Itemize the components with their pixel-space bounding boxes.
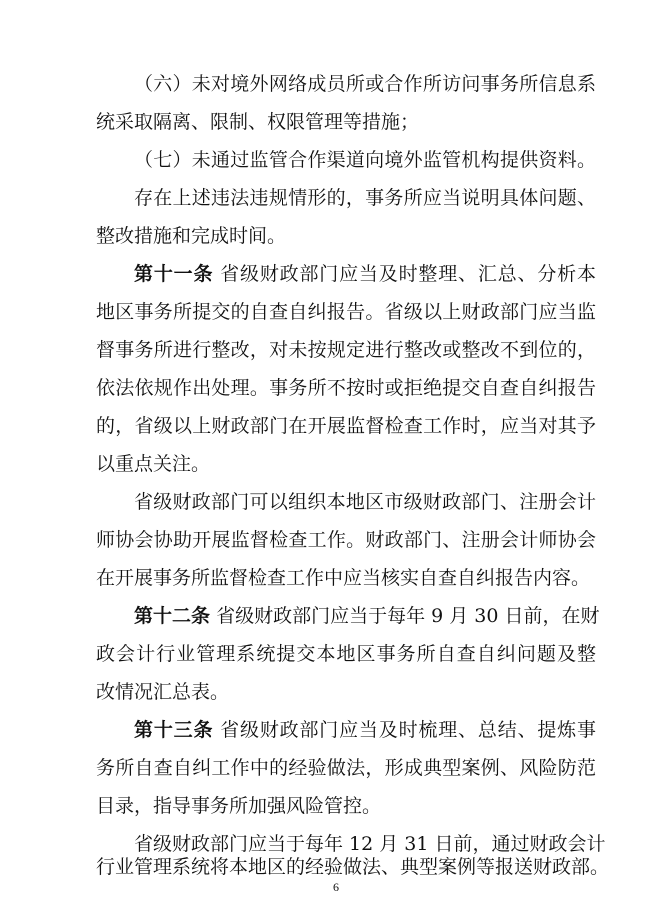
paragraph-line (96, 756, 596, 780)
paragraph-line (96, 680, 596, 704)
line-text: 省级财政部门应当于每年 12 月 31 日前，通过财政会计 (134, 833, 606, 855)
paragraph-line (134, 148, 596, 172)
paragraph-line (96, 376, 596, 400)
line-text: 存在上述违法违规情形的，事务所应当说明具体问题、 (134, 187, 596, 209)
line-text: 以重点关注。 (96, 453, 211, 475)
page-number: 6 (333, 880, 339, 894)
article-heading-line (134, 718, 596, 742)
paragraph-line (96, 794, 596, 818)
paragraph-line (96, 414, 596, 438)
paragraph-line (96, 452, 596, 476)
line-text: 地区事务所提交的自查自纠报告。省级以上财政部门应当监 (96, 301, 596, 323)
line-text: 的，省级以上财政部门在开展监督检查工作时，应当对其予 (96, 415, 596, 437)
paragraph-line (134, 72, 596, 96)
line-text: 省级财政部门可以组织本地区市级财政部门、注册会计 (134, 491, 596, 513)
article-number: 第十三条 (134, 719, 214, 741)
line-text: 督事务所进行整改，对未按规定进行整改或整改不到位的， (96, 339, 596, 361)
line-text: 改情况汇总表。 (96, 681, 230, 703)
line-text: 依法依规作出处理。事务所不按时或拒绝提交自查自纠报告 (96, 377, 596, 399)
paragraph-line (134, 832, 606, 856)
line-text: （七）未通过监管合作渠道向境外监管机构提供资料。 (134, 149, 596, 171)
paragraph-line (96, 528, 596, 552)
line-text: 省级财政部门应当及时整理、汇总、分析本 (220, 263, 596, 285)
line-text: 目录，指导事务所加强风险管控。 (96, 795, 382, 817)
line-text: 省级财政部门应当于每年 9 月 30 日前，在财 (216, 605, 600, 627)
paragraph-line (96, 566, 596, 590)
paragraph-line (96, 855, 610, 879)
line-text: 统采取隔离、限制、权限管理等措施； (96, 111, 420, 133)
line-text: 师协会协助开展监督检查工作。财政部门、注册会计师协会 (96, 529, 596, 551)
line-text: 在开展事务所监督检查工作中应当核实自查自纠报告内容。 (96, 567, 591, 589)
article-number: 第十一条 (134, 263, 214, 285)
line-text: 整改措施和完成时间。 (96, 225, 287, 247)
line-text: 政会计行业管理系统提交本地区事务所自查自纠问题及整 (96, 643, 596, 665)
article-heading-line (134, 262, 596, 286)
paragraph-line (96, 642, 596, 666)
line-text: 行业管理系统将本地区的经验做法、典型案例等报送财政部。 (96, 856, 610, 878)
paragraph-line (134, 490, 596, 514)
line-text: 务所自查自纠工作中的经验做法，形成典型案例、风险防范 (96, 757, 596, 779)
paragraph-line (96, 300, 596, 324)
paragraph-line (96, 110, 596, 134)
paragraph-line (134, 186, 596, 210)
article-number: 第十二条 (134, 605, 211, 627)
paragraph-line (96, 338, 596, 362)
article-heading-line (134, 604, 600, 628)
paragraph-line (96, 224, 596, 248)
line-text: （六）未对境外网络成员所或合作所访问事务所信息系 (134, 73, 596, 95)
line-text: 省级财政部门应当及时梳理、总结、提炼事 (220, 719, 596, 741)
